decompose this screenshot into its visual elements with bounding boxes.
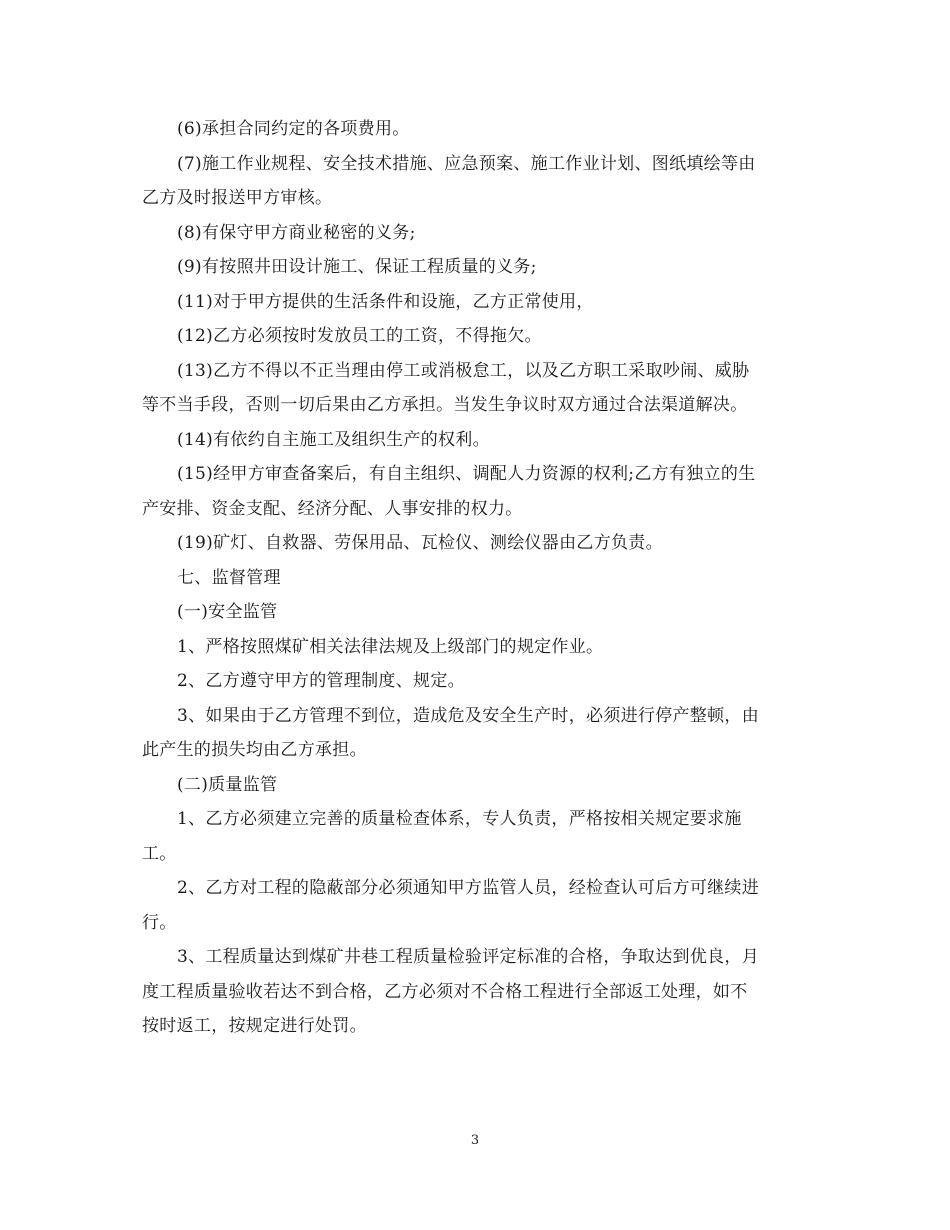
paragraph-line: (二)质量监管 (177, 774, 278, 795)
paragraph (142, 561, 814, 596)
paragraph-line: 工。 (142, 843, 177, 864)
paragraph-line: 产安排、资金支配、经济分配、人事安排的权力。 (142, 498, 523, 519)
paragraph-line: 七、监督管理 (177, 567, 281, 588)
paragraph (142, 319, 814, 354)
paragraph (142, 112, 814, 147)
paragraph-line: (7)施工作业规程、安全技术措施、应急预案、施工作业计划、图纸填绘等由 (177, 153, 756, 174)
paragraph-line: 3、工程质量达到煤矿井巷工程质量检验评定标准的合格，争取达到优良，月 (177, 947, 760, 967)
paragraph (142, 354, 814, 423)
paragraph-line: (11)对于甲方提供的生活条件和设施，乙方正常使用， (177, 291, 594, 312)
paragraph (142, 526, 814, 561)
paragraph-line: (13)乙方不得以不正当理由停工或消极怠工，以及乙方职工采取吵闹、威胁 (177, 360, 750, 381)
paragraph-line: 等不当手段，否则一切后果由乙方承担。当发生争议时双方通过合法渠道解决。 (142, 395, 748, 415)
paragraph (142, 457, 814, 526)
page-number: 3 (470, 1133, 480, 1148)
paragraph-line: 度工程质量验收若达不到合格，乙方必须对不合格工程进行全部返工处理，如不 (142, 981, 748, 1002)
paragraph (142, 664, 814, 699)
paragraph-line: (一)安全监管 (177, 602, 278, 622)
document-body (142, 112, 814, 1044)
paragraph (142, 595, 814, 630)
paragraph-line: 此产生的损失均由乙方承担。 (142, 740, 367, 760)
paragraph-line: (12)乙方必须按时发放员工的工资，不得拖欠。 (177, 326, 542, 346)
paragraph-line: 2、乙方对工程的隐蔽部分必须通知甲方监管人员，经检查认可后方可继续进 (177, 878, 760, 898)
paragraph (142, 285, 814, 320)
paragraph (142, 699, 814, 768)
paragraph-line: 3、如果由于乙方管理不到位，造成危及安全生产时，必须进行停产整顿，由 (177, 705, 760, 726)
paragraph-line: 2、乙方遵守甲方的管理制度、规定。 (177, 671, 465, 691)
paragraph-line: 乙方及时报送甲方审核。 (142, 188, 333, 208)
paragraph-line: (14)有依约自主施工及组织生产的权利。 (177, 429, 490, 450)
paragraph (142, 802, 814, 871)
paragraph (142, 871, 814, 940)
paragraph-line: 按时返工，按规定进行处罚。 (142, 1016, 367, 1036)
paragraph (142, 250, 814, 285)
paragraph (142, 423, 814, 458)
paragraph-line: 行。 (142, 912, 177, 933)
paragraph-line: (6)承担合同约定的各项费用。 (177, 119, 410, 139)
paragraph-line: (9)有按照井田设计施工、保证工程质量的义务; (177, 257, 537, 277)
paragraph-line: (19)矿灯、自救器、劳保用品、瓦检仪、测绘仪器由乙方负责。 (177, 533, 663, 553)
paragraph (142, 768, 814, 803)
paragraph (142, 216, 814, 251)
paragraph-line: (15)经甲方审查备案后，有自主组织、调配人力资源的权利;乙方有独立的生 (177, 464, 756, 484)
paragraph (142, 147, 814, 216)
paragraph-line: (8)有保守甲方商业秘密的义务; (177, 222, 416, 243)
paragraph-line: 1、严格按照煤矿相关法律法规及上级部门的规定作业。 (177, 636, 604, 657)
paragraph-line: 1、乙方必须建立完善的质量检查体系，专人负责，严格按相关规定要求施 (177, 809, 742, 829)
paragraph (142, 940, 814, 1044)
paragraph (142, 630, 814, 665)
